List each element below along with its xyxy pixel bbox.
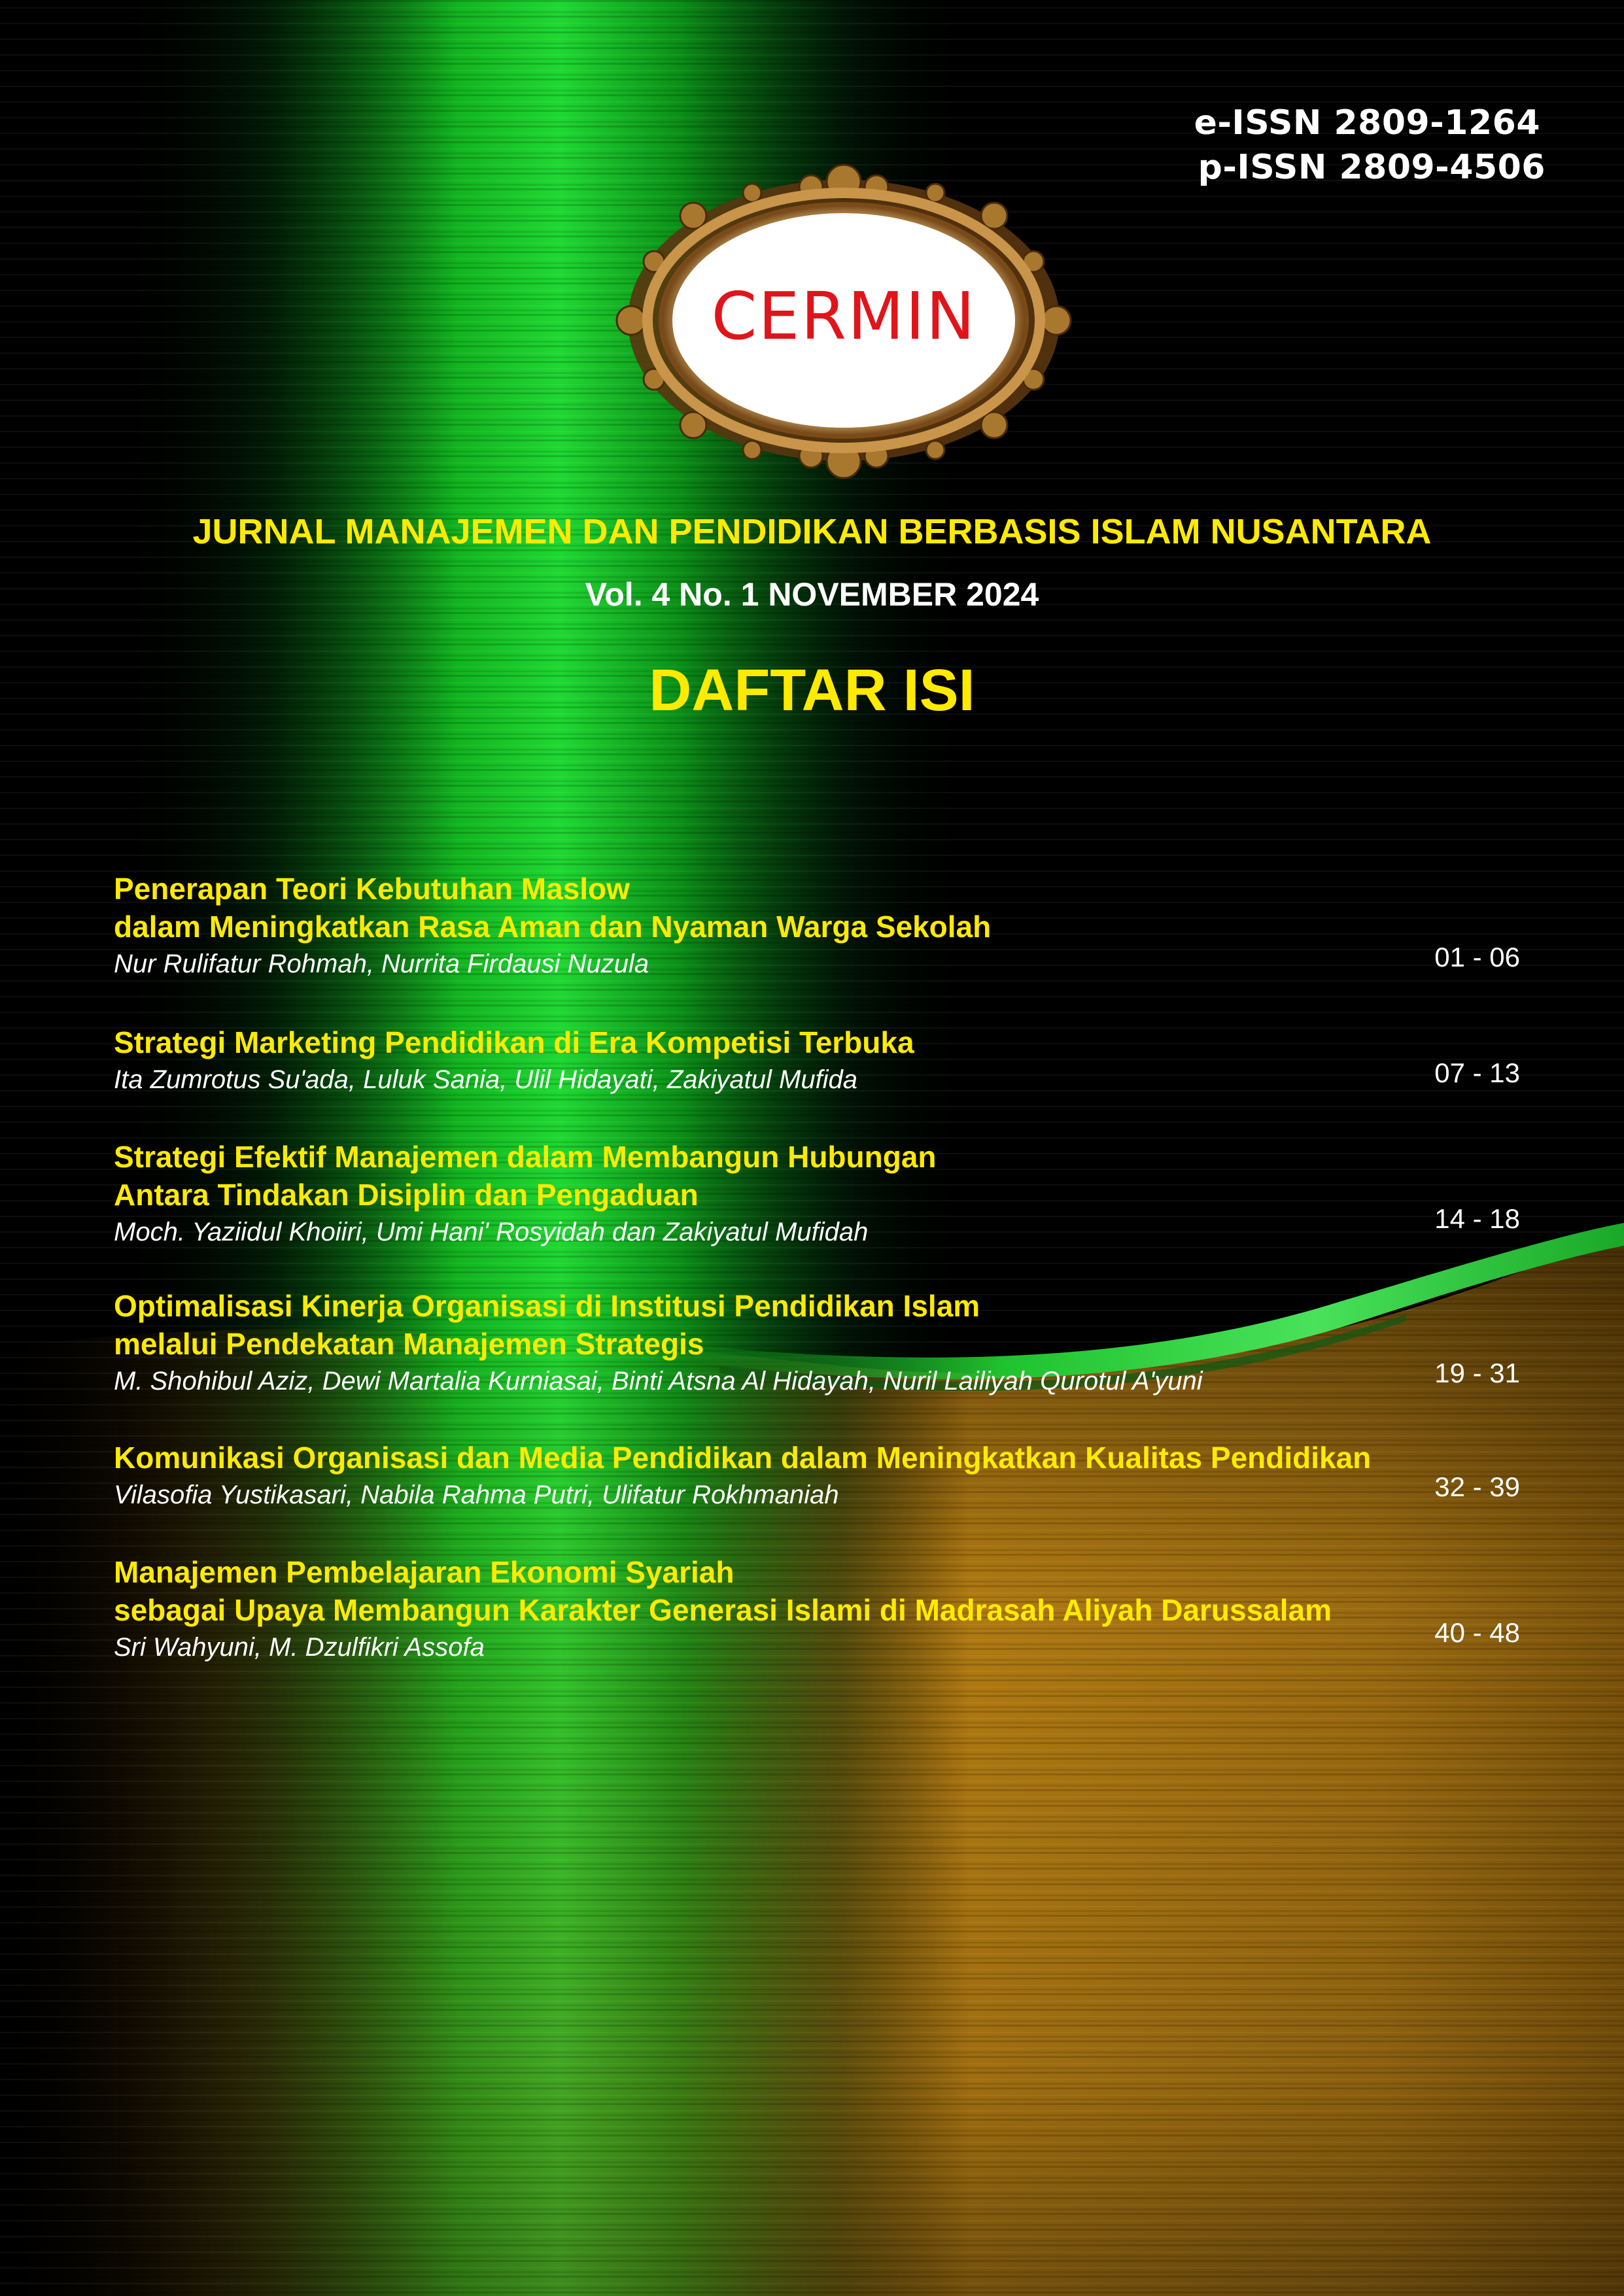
toc-entry-pages: 07 - 13 [1434,1057,1520,1088]
toc-entry-title-line: Optimalisasi Kinerja Organisasi di Institusi Pendidikan Islam [114,1289,980,1323]
e-issn: e-ISSN 2809-1264 [1194,103,1540,143]
toc-entry-authors: Nur Rulifatur Rohmah, Nurrita Firdausi Nuzula [114,950,649,978]
toc-entry-pages: 40 - 48 [1434,1617,1520,1648]
toc-heading: DAFTAR ISI [649,658,975,723]
journal-volume: Vol. 4 No. 1 NOVEMBER 2024 [585,576,1039,613]
toc-entry-title-line: Strategi Efektif Manajemen dalam Membangun Hubungan [114,1140,937,1174]
toc-entry-6[interactable] [114,1553,1520,1666]
toc-entry-pages: 19 - 31 [1434,1358,1520,1388]
journal-title: JURNAL MANAJEMEN DAN PENDIDIKAN BERBASIS ISLAM NUSANTARA [192,512,1432,551]
toc-entry-authors: Moch. Yaziidul Khoiiri, Umi Hani' Rosyidah dan Zakiyatul Mufidah [114,1218,869,1246]
toc-entry-title-line: melalui Pendekatan Manajemen Strategis [114,1327,704,1361]
toc-entry-4[interactable] [114,1287,1520,1399]
toc-entry-title-line: Manajemen Pembelajaran Ekonomi Syariah [114,1555,734,1589]
toc-entry-authors: M. Shohibul Aziz, Dewi Martalia Kurniasai, Binti Atsna Al Hidayah, Nuril Lailiyah Qurotul A'yuni [114,1367,1203,1396]
toc-entry-pages: 01 - 06 [1434,942,1520,972]
toc-entry-authors: Ita Zumrotus Su'ada, Luluk Sania, Ulil Hidayati, Zakiyatul Mufida [114,1065,858,1094]
toc-entry-5[interactable] [114,1439,1520,1513]
toc-entry-title-line: Antara Tindakan Disiplin dan Pengaduan [114,1178,699,1212]
toc-entry-pages: 32 - 39 [1434,1471,1520,1502]
toc-entry-1[interactable] [114,870,1520,982]
p-issn: p-ISSN 2809-4506 [1198,148,1546,187]
toc-entry-title-line: sebagai Upaya Membangun Karakter Generasi Islami di Madrasah Aliyah Darussalam [114,1593,1332,1627]
toc-entry-title-line: dalam Meningkatkan Rasa Aman dan Nyaman Warga Sekolah [114,910,992,944]
toc-entry-authors: Vilasofia Yustikasari, Nabila Rahma Putri, Ulifatur Rokhmaniah [114,1481,839,1509]
toc-entry-title-line: Penerapan Teori Kebutuhan Maslow [114,872,630,906]
toc-entry-title-line: Komunikasi Organisasi dan Media Pendidikan dalam Meningkatkan Kualitas Pendidikan [114,1441,1372,1475]
toc-entry-pages: 14 - 18 [1434,1203,1520,1234]
toc-entry-authors: Sri Wahyuni, M. Dzulfikri Assofa [114,1633,485,1662]
toc-entry-2[interactable] [114,1023,1520,1098]
journal-logo-text: CERMIN [711,278,976,354]
toc-entry-title-line: Strategi Marketing Pendidikan di Era Kompetisi Terbuka [114,1025,914,1059]
toc-entry-3[interactable] [114,1138,1520,1250]
